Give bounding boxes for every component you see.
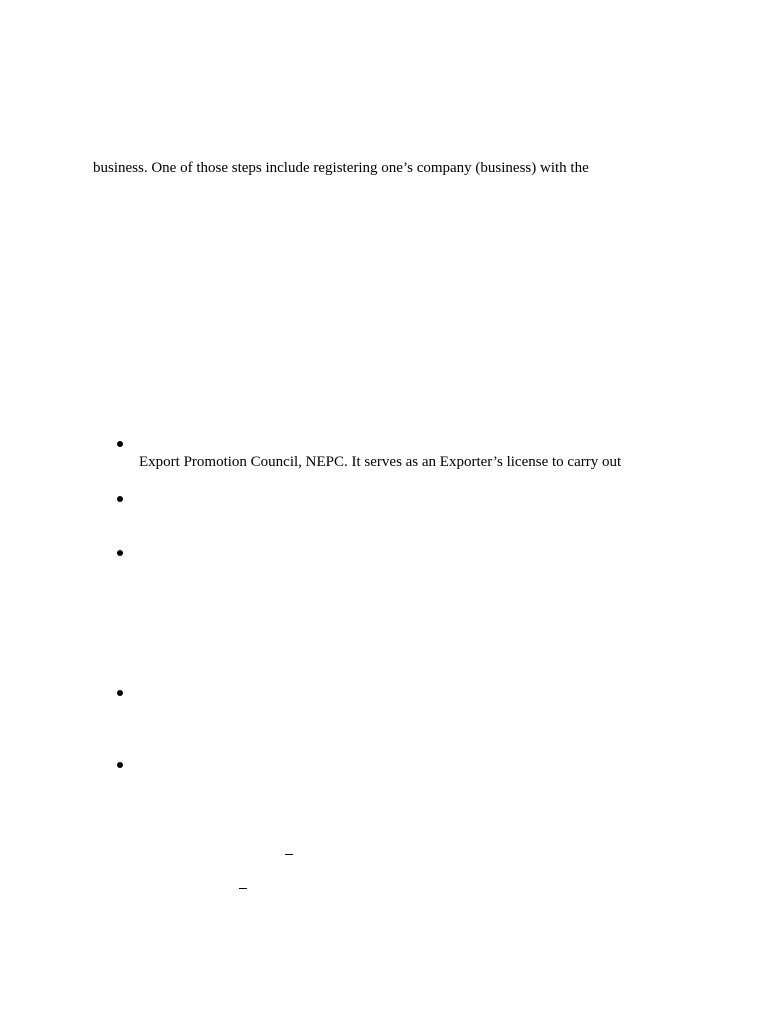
bullet-icon <box>117 690 123 696</box>
list-item-text: Export Promotion Council, NEPC. It serves as an Exporter’s license to carry out <box>139 454 622 470</box>
dash-mark <box>285 854 293 855</box>
bullet-icon <box>117 550 123 556</box>
paragraph-line: business. One of those steps include registering one’s company (business) with the <box>93 160 589 176</box>
bullet-icon <box>117 762 123 768</box>
bullet-icon <box>117 496 123 502</box>
dash-mark <box>239 888 247 889</box>
bullet-icon <box>117 441 123 447</box>
